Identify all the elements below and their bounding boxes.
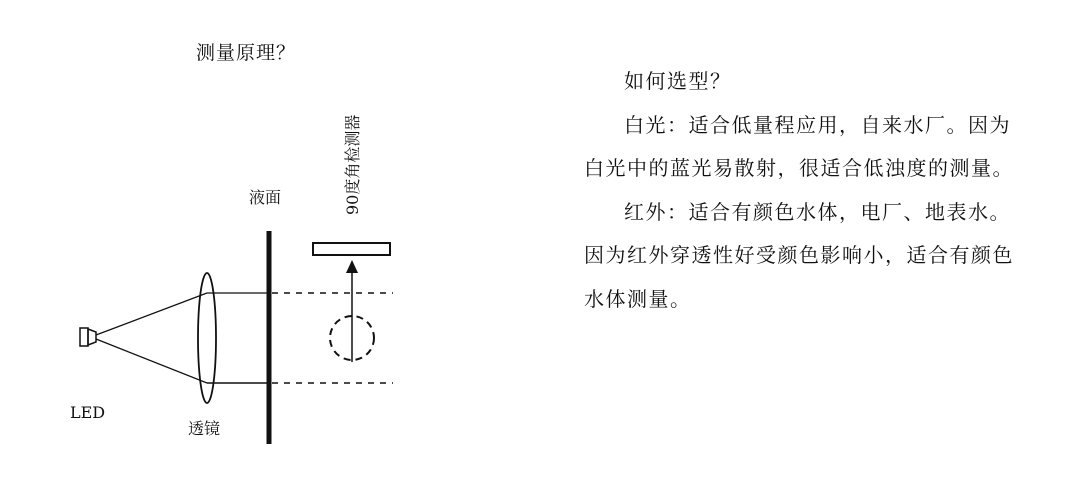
led-icon	[80, 328, 96, 346]
arrow-head-icon	[346, 260, 358, 273]
diagram-title: 测量原理？	[196, 42, 297, 64]
lens-label: 透镜	[188, 419, 221, 438]
led-label: LED	[70, 403, 106, 422]
detector-icon	[313, 243, 390, 255]
light-ray-lower	[96, 339, 207, 383]
selection-heading: 如何选型？	[624, 69, 732, 93]
infrared-paragraph: 红外：适合有颜色水体，电厂、地表水。因为红外穿透性好受颜色影响小，适合有颜色水体测量。	[584, 199, 1014, 311]
selection-guide	[584, 60, 1024, 321]
white-light-paragraph: 白光：适合低量程应用，自来水厂。因为白光中的蓝光易散射，很适合低浊度的测量。	[584, 112, 1014, 180]
detector-label: 90度角检测器	[343, 114, 362, 215]
surface-label: 液面	[249, 188, 282, 207]
light-ray-upper	[96, 293, 207, 335]
